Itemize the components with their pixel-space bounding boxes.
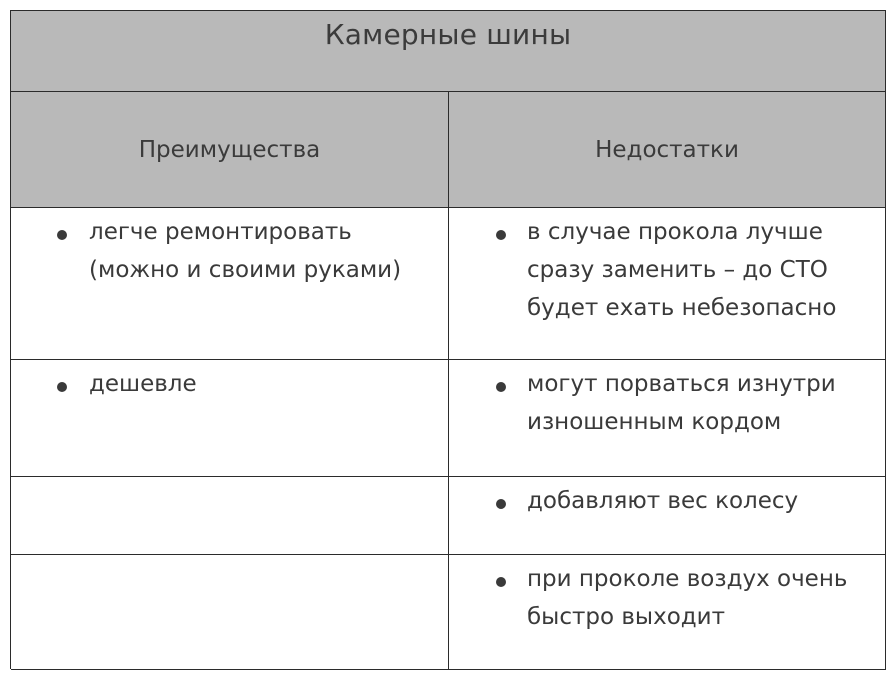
header-pros-cell (11, 92, 449, 208)
pro-item-1: легче ремонтировать (можно и своими руками) (89, 219, 402, 283)
con-item-1: в случае прокола лучше сразу заменить – до СТО будет ехать небезопасно (527, 219, 837, 321)
con-item-4: при проколе воздух очень быстро выходит (527, 566, 848, 630)
table-title-cell (11, 11, 886, 92)
table-row-4-con-cell (449, 555, 886, 670)
table-row-2-con-cell (449, 360, 886, 477)
bullet-icon (496, 230, 506, 240)
pro-item-2: дешевле (89, 371, 197, 397)
bullet-icon (496, 382, 506, 392)
con-item-3: добавляют вес колесу (527, 488, 799, 514)
table-row-1-con-cell (449, 208, 886, 360)
bullet-icon (496, 577, 506, 587)
header-cons: Недостатки (595, 137, 739, 163)
table-row-3-pro-cell (11, 477, 449, 555)
comparison-table (10, 10, 886, 669)
bullet-icon (57, 230, 67, 240)
table-title: Камерные шины (324, 18, 572, 51)
table-row-2-pro-cell (11, 360, 449, 477)
con-item-2: могут порваться изнутри изношенным кордом (527, 371, 836, 435)
bullet-icon (57, 382, 67, 392)
table-row-3-con-cell (449, 477, 886, 555)
header-pros: Преимущества (138, 137, 321, 163)
table-row-1-pro-cell (11, 208, 449, 360)
header-cons-cell (449, 92, 886, 208)
bullet-icon (496, 499, 506, 509)
table-row-4-pro-cell (11, 555, 449, 670)
